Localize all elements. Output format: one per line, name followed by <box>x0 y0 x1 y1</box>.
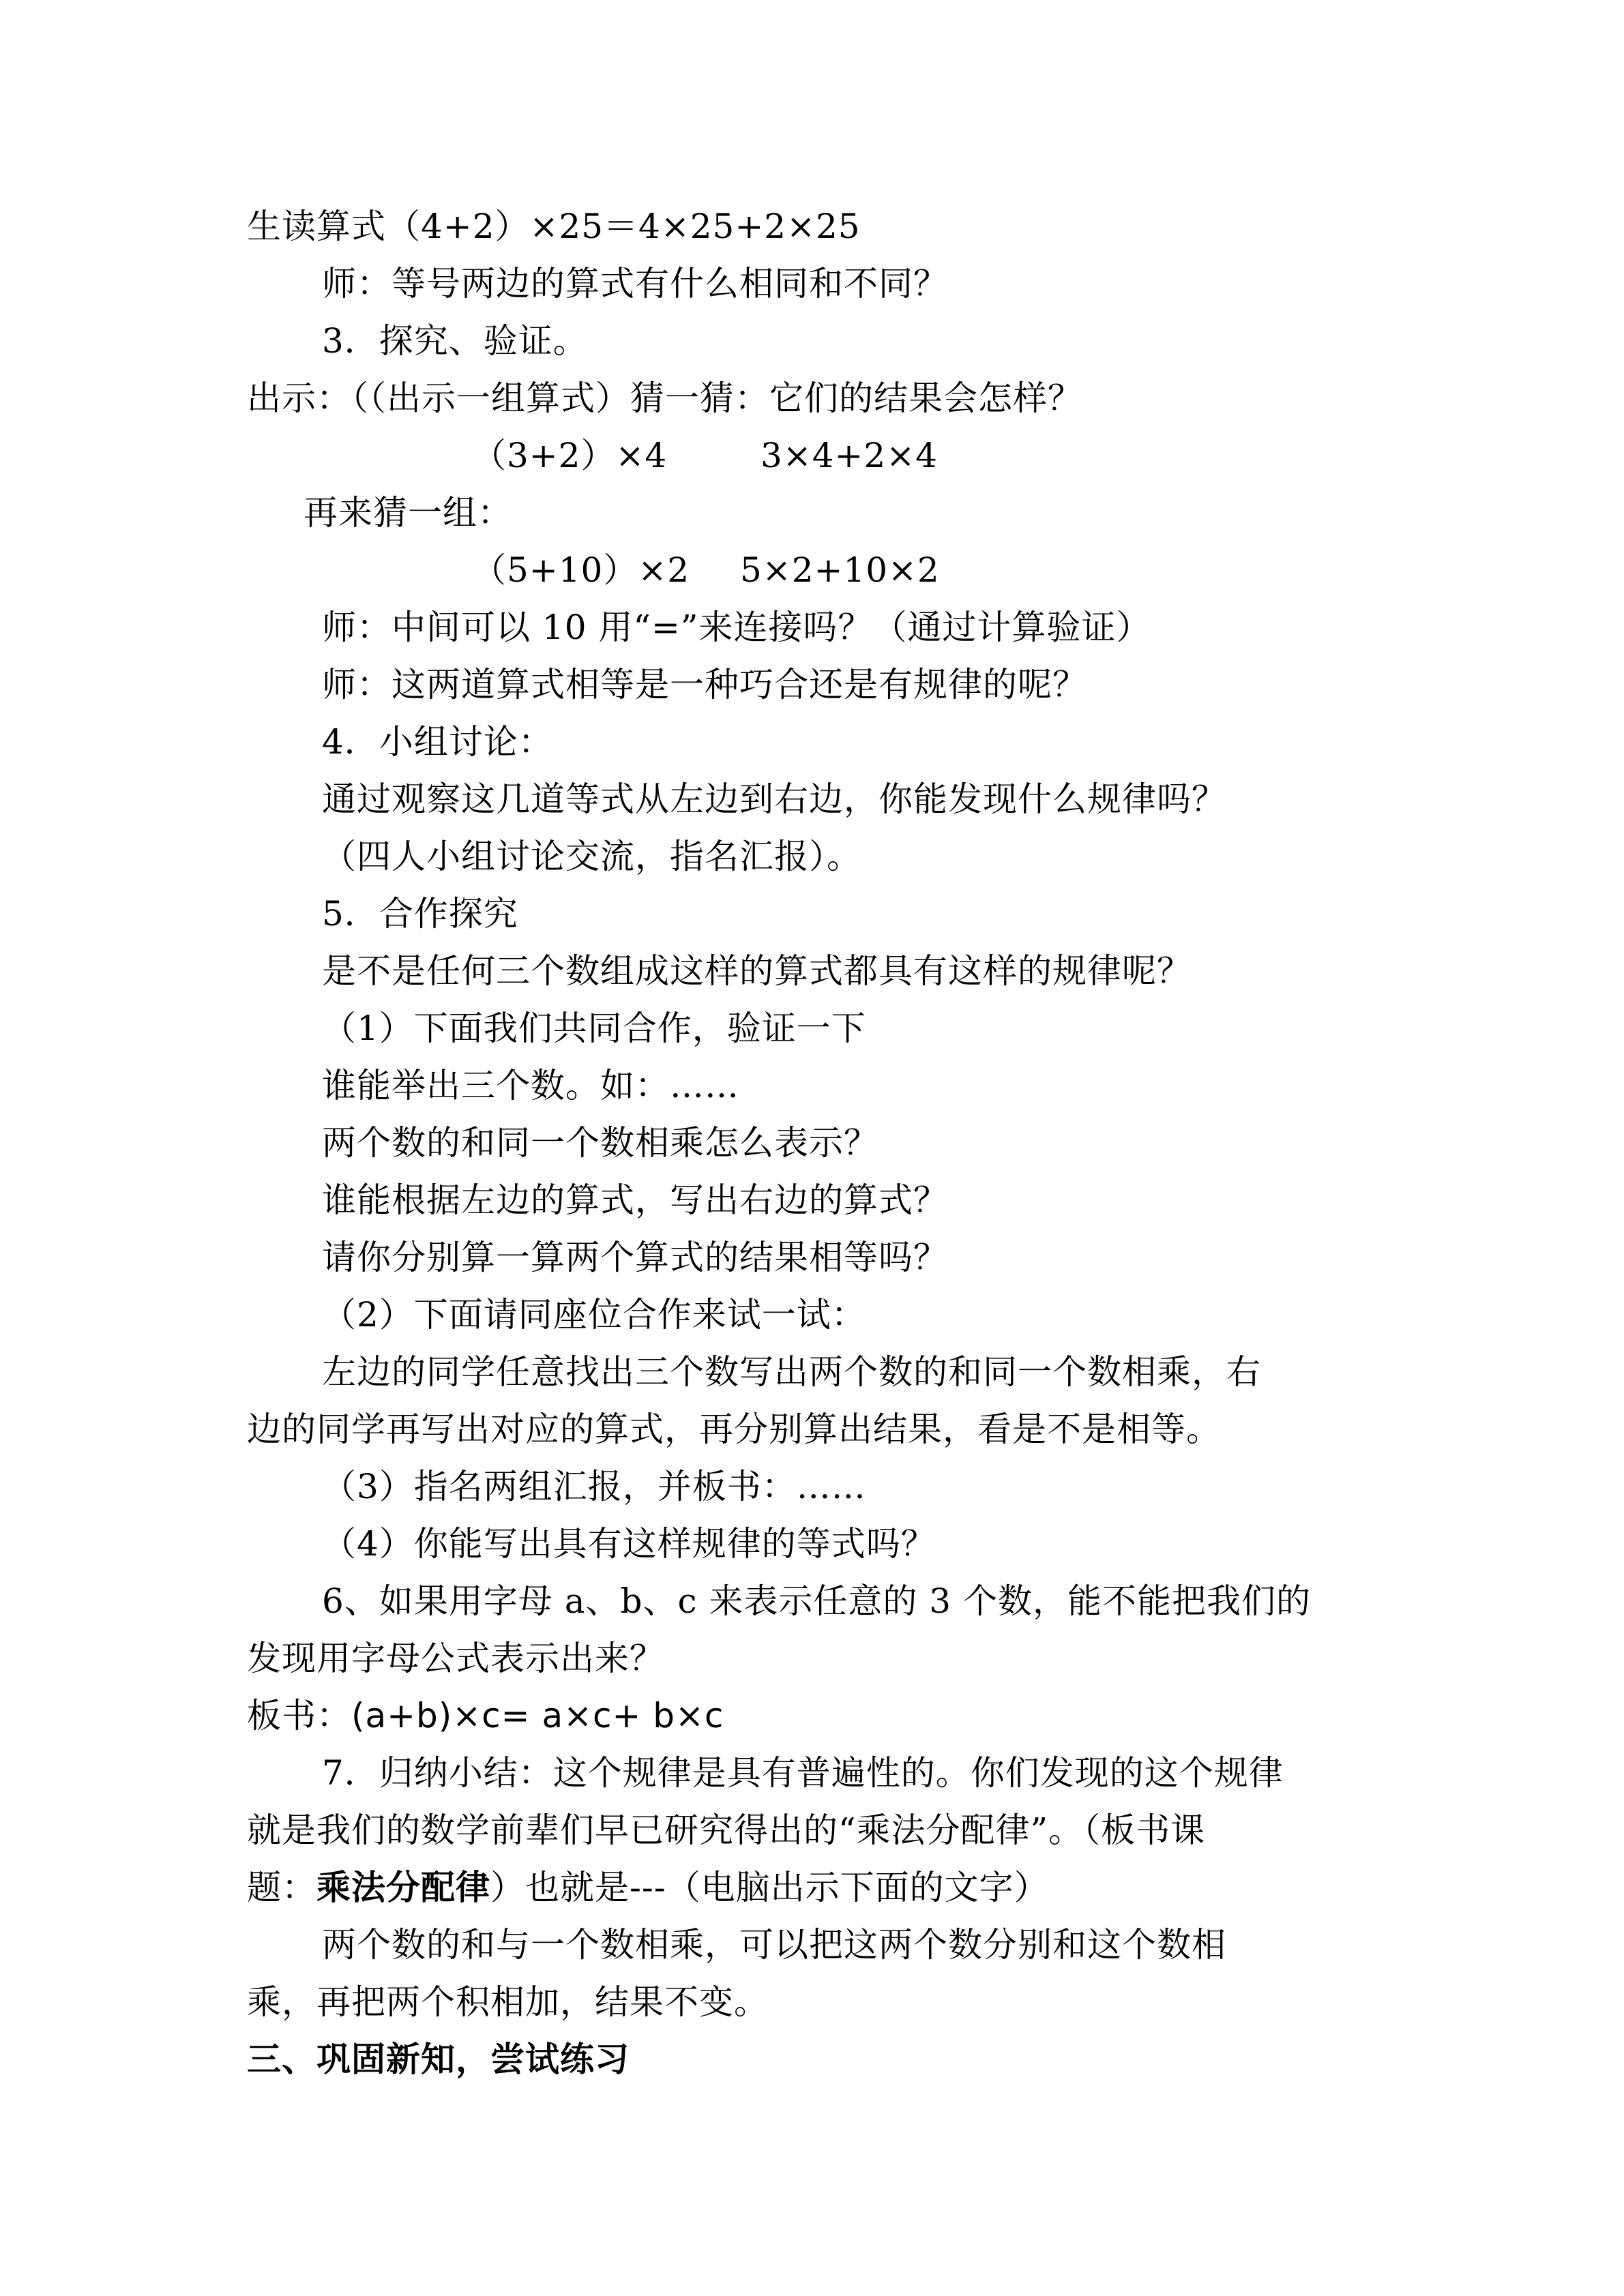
text-fragment: 题： <box>247 1868 316 1907</box>
text-line: 6、如果用字母 a、b、c 来表示任意的 3 个数，能不能把我们的 <box>322 1581 1312 1621</box>
text-line: 是不是任何三个数组成这样的算式都具有这样的规律呢？ <box>322 951 1192 991</box>
text-line: 两个数的和与一个数相乘，可以把这两个数分别和这个数相 <box>322 1925 1226 1965</box>
text-line: （四人小组讨论交流，指名汇报）。 <box>322 837 861 876</box>
text-line: 出示：（（出示一组算式）猜一猜：它们的结果会怎样？ <box>247 378 1082 418</box>
text-line: （4）你能写出具有这样规律的等式吗？ <box>322 1524 936 1564</box>
text-line: 生读算式（4+2）×25＝4×25+2×25 <box>247 207 861 246</box>
text-line: 请你分别算一算两个算式的结果相等吗？ <box>322 1238 948 1277</box>
text-line <box>247 1867 1049 1908</box>
text-line: 边的同学再写出对应的算式，再分别算出结果，看是不是相等。 <box>247 1410 1221 1449</box>
text-fragment: ）也就是---（电脑出示下面的文字） <box>490 1868 1049 1907</box>
text-line: （1）下面我们共同合作，验证一下 <box>322 1009 866 1048</box>
text-line: 两个数的和同一个数相乘怎么表示？ <box>322 1123 879 1163</box>
expression-right: 3×4+2×4 <box>761 436 938 475</box>
text-line: 5．合作探究 <box>322 894 518 934</box>
text-line: （3）指名两组汇报，并板书：…… <box>322 1467 866 1506</box>
expression-left: （3+2）×4 <box>472 436 668 475</box>
expression-left: （5+10）×2 <box>472 550 690 590</box>
text-line: （2）下面请同座位合作来试一试： <box>322 1295 866 1335</box>
text-line: 师：中间可以 10 用“=”来连接吗？（通过计算验证） <box>322 608 1151 647</box>
expression-right: 5×2+10×2 <box>740 550 940 590</box>
text-line: 再来猜一组： <box>304 493 512 533</box>
text-line: 发现用字母公式表示出来？ <box>247 1639 664 1678</box>
text-line: 4．小组讨论： <box>322 722 553 762</box>
bold-term: 乘法分配律 <box>316 1867 490 1907</box>
text-line: 3．探究、验证。 <box>322 321 588 361</box>
text-line: 就是我们的数学前辈们早已研究得出的“乘法分配律”。（板书课 <box>247 1810 1206 1850</box>
text-line: 通过观察这几道等式从左边到右边，你能发现什么规律吗？ <box>322 779 1226 819</box>
text-line: 师：等号两边的算式有什么相同和不同？ <box>322 264 948 303</box>
formula-line: 板书：(a+b)×c= a×c+ b×c <box>247 1696 724 1735</box>
text-line: 谁能根据左边的算式，写出右边的算式？ <box>322 1180 948 1220</box>
section-heading: 三、巩固新知，尝试练习 <box>247 2039 630 2079</box>
text-line: 乘，再把两个积相加，结果不变。 <box>247 1982 769 2022</box>
text-line: 7．归纳小结：这个规律是具有普遍性的。你们发现的这个规律 <box>322 1753 1284 1793</box>
text-line: 左边的同学任意找出三个数写出两个数的和同一个数相乘，右 <box>322 1352 1261 1392</box>
text-line: 谁能举出三个数。如：…… <box>322 1066 739 1105</box>
text-line: 师：这两道算式相等是一种巧合还是有规律的呢？ <box>322 665 1087 704</box>
